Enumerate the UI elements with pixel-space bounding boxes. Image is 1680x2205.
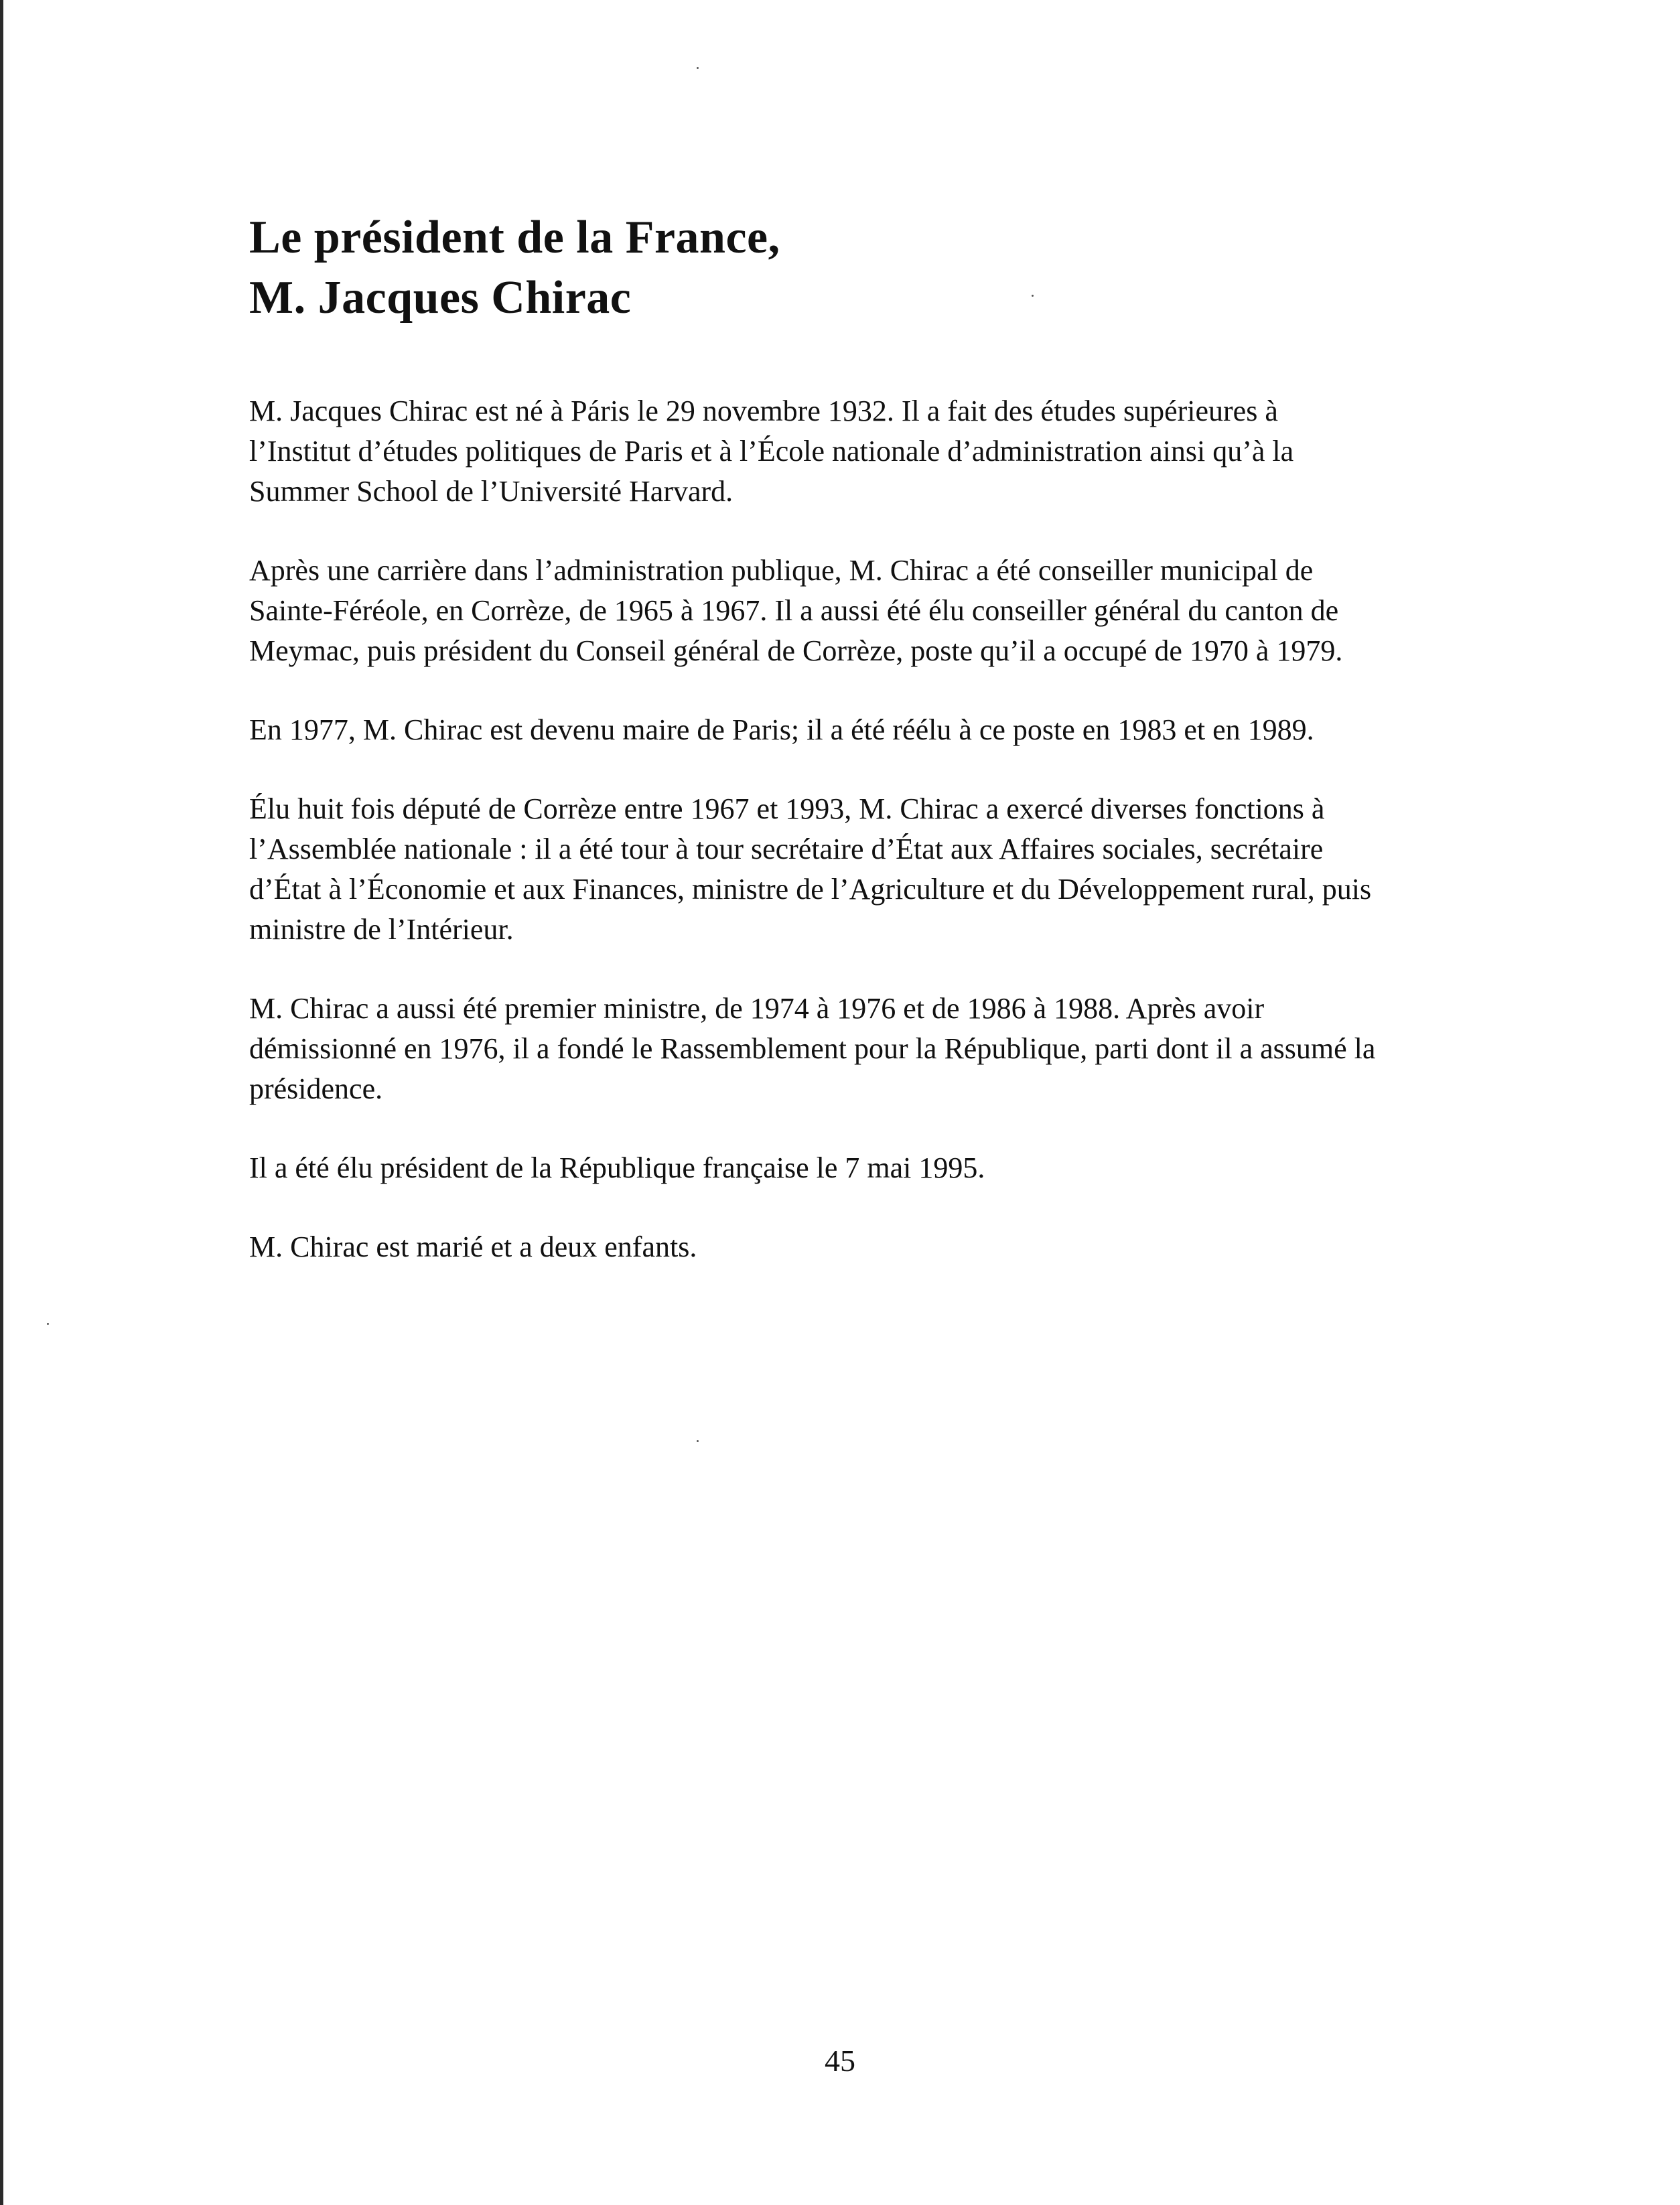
paragraph-mayor-of-paris: En 1977, M. Chirac est devenu maire de Paris; il a été réélu à ce poste en 1983 et en 1989. <box>249 713 1314 746</box>
scan-speck <box>47 1323 49 1325</box>
document-page <box>249 208 1455 1306</box>
paragraph-prime-minister: M. Chirac a aussi été premier ministre, de 1974 à 1976 et de 1986 à 1988. Après avoir démissionné en 1976, il a fondé le Rassemblement pour la République, parti dont il a assumé la présidence. <box>249 992 1376 1105</box>
page-title <box>249 208 1455 328</box>
paragraph-birth-education: M. Jacques Chirac est né à Páris le 29 novembre 1932. Il a fait des études supérieures à l’Institut d’études politiques de Paris et à l’École nationale d’administration ainsi qu’à la Summer School de l’Université Harvard. <box>249 395 1294 508</box>
paragraph-deputy-functions: Élu huit fois député de Corrèze entre 1967 et 1993, M. Chirac a exercé diverses fonctions à l’Assemblée nationale : il a été tour à tour secrétaire d’État aux Affaires sociales, secrétaire d’État à l’Économie et aux Finances, ministre de l’Agriculture et du Développement rural, puis ministre de l’Intérieur. <box>249 792 1372 946</box>
page-title-line-1: Le président de la France, <box>249 212 780 263</box>
scan-edge <box>0 0 3 2205</box>
scan-speck <box>697 67 699 69</box>
paragraph-family: M. Chirac est marié et a deux enfants. <box>249 1230 697 1263</box>
paragraph-early-career: Après une carrière dans l’administration publique, M. Chirac a été conseiller municipal de Sainte-Féréole, en Corrèze, de 1965 à 1967. Il a aussi été élu conseiller général du canton de Meymac, puis président du Conseil général de Corrèze, poste qu’il a occupé de 1970 à 1979. <box>249 554 1343 667</box>
page-title-line-2: M. Jacques Chirac <box>249 272 632 324</box>
paragraph-election-president: Il a été élu président de la République française le 7 mai 1995. <box>249 1151 985 1184</box>
scan-speck <box>697 1440 699 1442</box>
page-number: 45 <box>825 2044 855 2078</box>
